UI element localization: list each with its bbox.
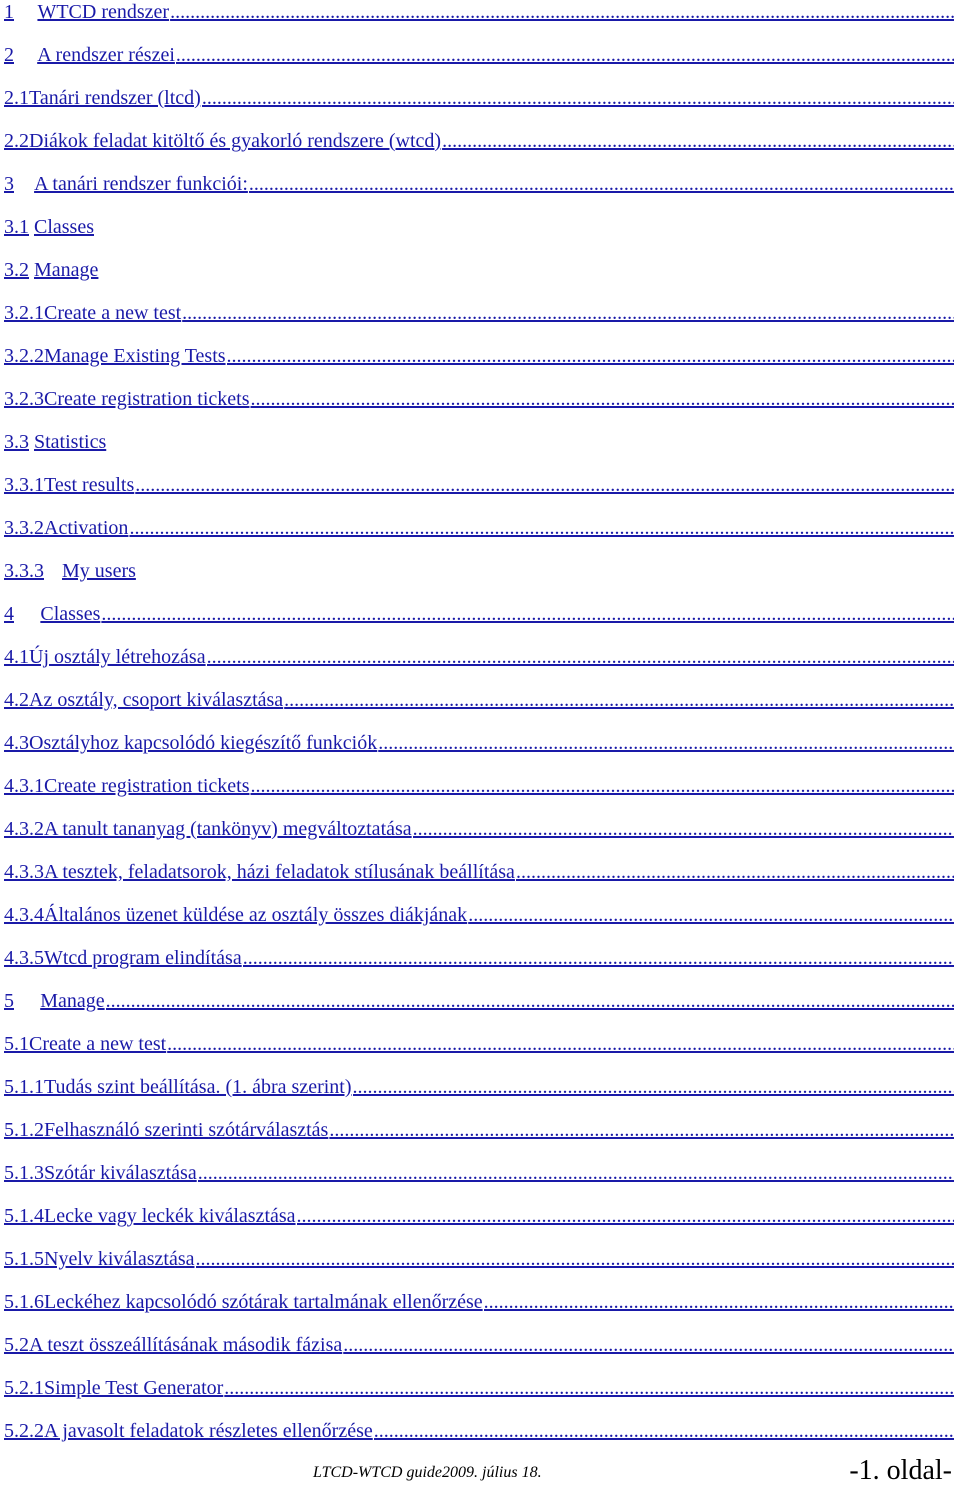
toc-entry-leader-dots bbox=[413, 817, 954, 841]
toc-entry-number: 3.2.1 bbox=[4, 302, 44, 324]
toc-entry-number: 3.3.2 bbox=[4, 517, 44, 539]
toc-entry[interactable] bbox=[4, 723, 954, 755]
toc-entry-leader-dots bbox=[227, 344, 954, 368]
toc-entry-number: 5.1 bbox=[4, 1033, 29, 1055]
toc-entry-number: 3.3.1 bbox=[4, 474, 44, 496]
toc-entry-title: WTCD rendszer bbox=[37, 1, 170, 23]
toc-entry-leader-dots bbox=[516, 860, 954, 884]
toc-entry[interactable] bbox=[4, 1196, 954, 1228]
toc-entry[interactable] bbox=[4, 207, 954, 239]
toc-entry-leader-dots bbox=[224, 1376, 954, 1400]
toc-entry-leader-dots bbox=[468, 903, 954, 927]
toc-entry-leader-dots bbox=[442, 129, 954, 153]
toc-entry-title: Manage bbox=[40, 990, 105, 1012]
toc-entry[interactable] bbox=[4, 1411, 954, 1443]
toc-entry-title: Create registration tickets bbox=[44, 775, 250, 797]
toc-entry-title: Nyelv kiválasztása bbox=[44, 1248, 195, 1270]
toc-entry-title: Create a new test bbox=[44, 302, 182, 324]
toc-entry-leader-dots bbox=[378, 731, 954, 755]
toc-entry-leader-dots bbox=[198, 1161, 954, 1185]
toc-entry-leader-dots bbox=[129, 516, 954, 540]
toc-entry[interactable] bbox=[4, 594, 954, 626]
toc-entry-number: 5.1.6 bbox=[4, 1291, 44, 1313]
toc-entry-number: 5 bbox=[4, 990, 14, 1012]
toc-entry-number: 3 bbox=[4, 173, 14, 195]
toc-entry-leader-dots bbox=[106, 989, 954, 1013]
toc-entry-number: 4.3.5 bbox=[4, 947, 44, 969]
toc-entry-leader-dots bbox=[249, 172, 954, 196]
toc-entry-leader-dots bbox=[353, 1075, 954, 1099]
toc-entry[interactable] bbox=[4, 766, 954, 798]
toc-entry-title: A tesztek, feladatsorok, házi feladatok stílusának beállítása bbox=[44, 861, 515, 883]
toc-entry-title: Tanári rendszer (ltcd) bbox=[29, 87, 201, 109]
toc-entry-title: Felhasználó szerinti szótárválasztás bbox=[44, 1119, 329, 1141]
toc-entry-title: Test results bbox=[44, 474, 135, 496]
toc-entry-leader-dots bbox=[182, 301, 954, 325]
toc-entry-title: A javasolt feladatok részletes ellenőrzése bbox=[44, 1420, 373, 1442]
toc-entry-title: Diákok feladat kitöltő és gyakorló rendszere (wtcd) bbox=[29, 130, 442, 152]
toc-entry-leader-dots bbox=[250, 774, 954, 798]
toc-entry[interactable] bbox=[4, 379, 954, 411]
toc-entry-title: Leckéhez kapcsolódó szótárak tartalmának ellenőrzése bbox=[44, 1291, 483, 1313]
toc-entry[interactable] bbox=[4, 1325, 954, 1357]
toc-entry-number: 4.3.3 bbox=[4, 861, 44, 883]
toc-entry-leader-dots bbox=[484, 1290, 954, 1314]
toc-entry[interactable] bbox=[4, 0, 954, 24]
toc-entry-title: A tanári rendszer funkciói: bbox=[34, 173, 248, 195]
toc-entry-number: 3.2.3 bbox=[4, 388, 44, 410]
toc-entry-title: Az osztály, csoport kiválasztása bbox=[29, 689, 284, 711]
toc-entry[interactable] bbox=[4, 680, 954, 712]
toc-entry[interactable] bbox=[4, 1368, 954, 1400]
toc-entry-number: 3.3 bbox=[4, 431, 29, 453]
toc-entry[interactable] bbox=[4, 1239, 954, 1271]
toc-entry-title: Simple Test Generator bbox=[44, 1377, 224, 1399]
toc-entry-number: 4.3.1 bbox=[4, 775, 44, 797]
toc-entry-title: Manage Existing Tests bbox=[44, 345, 226, 367]
toc-entry[interactable] bbox=[4, 1067, 954, 1099]
toc-entry[interactable] bbox=[4, 164, 954, 196]
toc-entry-number: 4 bbox=[4, 603, 14, 625]
toc-entry-title: Szótár kiválasztása bbox=[44, 1162, 197, 1184]
toc-entry-leader-dots bbox=[170, 0, 954, 24]
toc-entry-number: 3.1 bbox=[4, 216, 29, 238]
toc-entry-title: A tanult tananyag (tankönyv) megváltoztatása bbox=[44, 818, 412, 840]
toc-entry-leader-dots bbox=[343, 1333, 954, 1357]
toc-entry-title: My users bbox=[62, 560, 136, 582]
toc-entry[interactable] bbox=[4, 637, 954, 669]
toc-entry-number: 5.1.2 bbox=[4, 1119, 44, 1141]
toc-entry-leader-dots bbox=[207, 645, 954, 669]
toc-entry-number: 2.2 bbox=[4, 130, 29, 152]
toc-entry-title: Classes bbox=[40, 603, 101, 625]
toc-entry[interactable] bbox=[4, 336, 954, 368]
toc-entry-number: 3.2 bbox=[4, 259, 29, 281]
toc-entry[interactable] bbox=[4, 465, 954, 497]
toc-entry-leader-dots bbox=[135, 473, 954, 497]
toc-entry[interactable] bbox=[4, 293, 954, 325]
toc-entry[interactable] bbox=[4, 1110, 954, 1142]
toc-entry-number: 5.1.4 bbox=[4, 1205, 44, 1227]
toc-entry-leader-dots bbox=[167, 1032, 954, 1056]
toc-entry[interactable] bbox=[4, 250, 954, 282]
toc-entry-title: Statistics bbox=[34, 431, 107, 453]
toc-entry-title: Create a new test bbox=[29, 1033, 167, 1055]
toc-entry[interactable] bbox=[4, 852, 954, 884]
toc-entry-leader-dots bbox=[101, 602, 954, 626]
footer-page-number: -1. oldal- bbox=[849, 1455, 952, 1486]
toc-entry-number: 5.2.2 bbox=[4, 1420, 44, 1442]
toc-entry[interactable] bbox=[4, 78, 954, 110]
toc-entry-leader-dots bbox=[250, 387, 954, 411]
toc-entry-leader-dots bbox=[202, 86, 954, 110]
toc-entry-title: Lecke vagy leckék kiválasztása bbox=[44, 1205, 296, 1227]
toc-entry[interactable] bbox=[4, 809, 954, 841]
toc-entry-title: Új osztály létrehozása bbox=[29, 646, 206, 668]
toc-entry-number: 4.2 bbox=[4, 689, 29, 711]
toc-entry-leader-dots bbox=[243, 946, 954, 970]
toc-entry-title: Create registration tickets bbox=[44, 388, 250, 410]
toc-entry-title: Manage bbox=[34, 259, 99, 281]
toc-entry-leader-dots bbox=[297, 1204, 954, 1228]
toc-entry-number: 2.1 bbox=[4, 87, 29, 109]
toc-entry-number: 4.3.2 bbox=[4, 818, 44, 840]
toc-entry[interactable] bbox=[4, 938, 954, 970]
toc-entry-title: A teszt összeállításának második fázisa bbox=[29, 1334, 343, 1356]
toc-entry-title: Tudás szint beállítása. (1. ábra szerint) bbox=[44, 1076, 352, 1098]
toc-entry-number: 5.1.3 bbox=[4, 1162, 44, 1184]
toc-entry-leader-dots bbox=[374, 1419, 954, 1443]
toc-entry[interactable] bbox=[4, 508, 954, 540]
toc-entry-number: 4.3 bbox=[4, 732, 29, 754]
toc-entry-number: 5.2 bbox=[4, 1334, 29, 1356]
toc-entry[interactable] bbox=[4, 551, 954, 583]
toc-entry-title: Wtcd program elindítása bbox=[44, 947, 242, 969]
toc-entry-title: Általános üzenet küldése az osztály összes diákjának bbox=[44, 904, 468, 926]
footer-document-info: LTCD-WTCD guide2009. július 18. bbox=[313, 1464, 542, 1481]
toc-entry[interactable] bbox=[4, 895, 954, 927]
toc-entry-leader-dots bbox=[329, 1118, 954, 1142]
toc-entry-number: 4.1 bbox=[4, 646, 29, 668]
toc-entry-title: Osztályhoz kapcsolódó kiegészítő funkciók bbox=[29, 732, 378, 754]
toc-entry-leader-dots bbox=[196, 1247, 955, 1271]
toc-entry[interactable] bbox=[4, 422, 954, 454]
toc-entry[interactable] bbox=[4, 981, 954, 1013]
toc-entry[interactable] bbox=[4, 1282, 954, 1314]
toc-entry[interactable] bbox=[4, 35, 954, 67]
toc-entry[interactable] bbox=[4, 1024, 954, 1056]
toc-entry-number: 2 bbox=[4, 44, 14, 66]
toc-entry-title: Activation bbox=[44, 517, 129, 539]
toc-entry[interactable] bbox=[4, 1153, 954, 1185]
toc-entry[interactable] bbox=[4, 121, 954, 153]
toc-entry-number: 1 bbox=[4, 1, 14, 23]
toc-entry-number: 5.1.1 bbox=[4, 1076, 44, 1098]
toc-entry-title: Classes bbox=[34, 216, 94, 238]
toc-entry-number: 3.2.2 bbox=[4, 345, 44, 367]
toc-entry-number: 5.1.5 bbox=[4, 1248, 44, 1270]
toc-entry-leader-dots bbox=[176, 43, 954, 67]
toc-entry-number: 5.2.1 bbox=[4, 1377, 44, 1399]
toc-entry-leader-dots bbox=[284, 688, 954, 712]
toc-entry-number: 4.3.4 bbox=[4, 904, 44, 926]
toc-entry-number: 3.3.3 bbox=[4, 560, 44, 582]
toc-entry-title: A rendszer részei bbox=[37, 44, 175, 66]
